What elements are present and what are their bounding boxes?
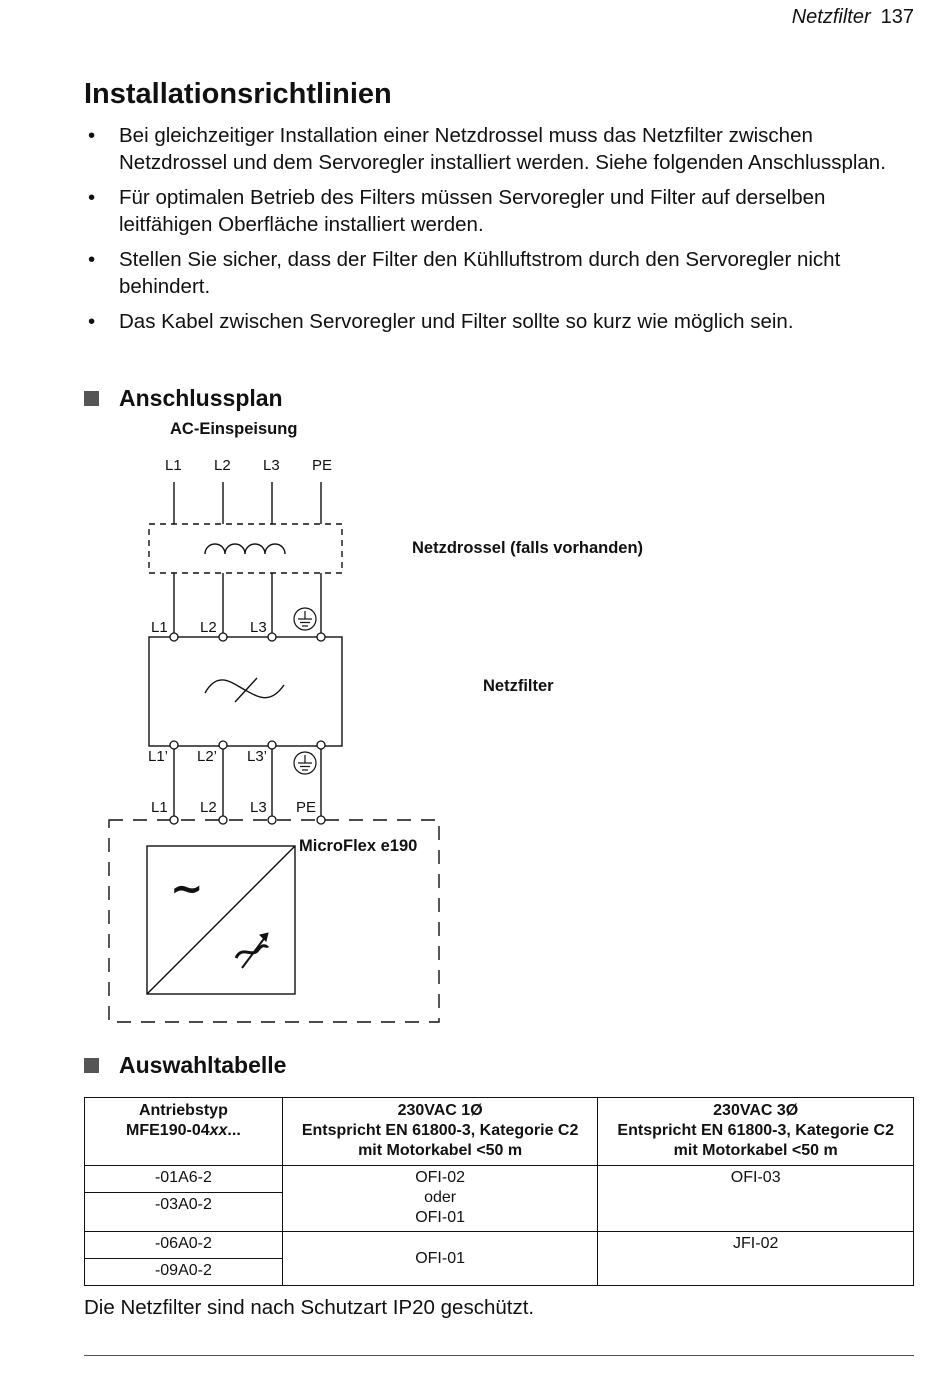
table-row [85, 1232, 914, 1259]
filter-out-l2: L2’ [197, 748, 218, 765]
table-header-row [85, 1098, 914, 1166]
section-heading-text: Auswahltabelle [119, 1052, 287, 1078]
page-title: Installationsrichtlinien [84, 78, 392, 110]
inductor-coil-icon [205, 544, 285, 554]
model-cell: -03A0-2 [85, 1193, 283, 1232]
supply-terminal-l1: L1 [165, 457, 182, 474]
drive-label: MicroFlex e190 [299, 837, 418, 855]
header-line-italic: xx [209, 1122, 228, 1139]
supply-wires [174, 482, 321, 524]
model-cell: -06A0-2 [85, 1232, 283, 1259]
header-line: 230VAC 3Ø [713, 1102, 799, 1119]
bullet-icon: • [88, 124, 96, 147]
filter-in-l2: L2 [200, 619, 217, 636]
filter-1phase-cell [282, 1166, 598, 1232]
ac-input-symbol: ~ [170, 866, 204, 912]
list-item-text: Das Kabel zwischen Servoregler und Filter sollte so kurz wie möglich sein. [119, 310, 794, 333]
supply-label: AC-Einspeisung [170, 420, 298, 438]
supply-terminal-l3: L3 [263, 457, 280, 474]
filter-1phase-cell: OFI-01 [282, 1232, 598, 1286]
header-section: Netzfilter [791, 6, 871, 28]
earth-ground-icon [294, 752, 316, 774]
filter-out-l3: L3’ [247, 748, 268, 765]
bullet-icon: • [88, 186, 96, 209]
filter-in-l3: L3 [250, 619, 267, 636]
earth-ground-icon [294, 608, 316, 630]
list-item [84, 308, 924, 335]
header-line: 230VAC 1Ø [397, 1102, 483, 1119]
list-item [84, 122, 924, 176]
filter-3phase-cell: OFI-03 [598, 1166, 914, 1232]
bullet-icon: • [88, 248, 96, 271]
section-heading-text: Anschlussplan [119, 385, 283, 411]
running-header [792, 6, 914, 29]
supply-terminal-pe: PE [312, 457, 333, 474]
header-line: Entspricht EN 61800-3, Kategorie C2 [617, 1122, 894, 1139]
list-item [84, 246, 924, 300]
model-cell: -01A6-2 [85, 1166, 283, 1193]
filter-out-l1: L1’ [148, 748, 169, 765]
model-cell: -09A0-2 [85, 1259, 283, 1286]
list-item [84, 184, 924, 238]
square-bullet-icon [84, 1058, 99, 1073]
drive-terminal-l1: L1 [151, 799, 168, 816]
filter-wave-icon [205, 680, 284, 698]
list-item-text: Bei gleichzeitiger Installation einer Netzdrossel muss das Netzfilter zwischen Netzdrossel und dem Servoregler installiert werden. Siehe folgenden Anschlussplan. [119, 124, 886, 174]
header-1phase [282, 1098, 598, 1166]
drive-terminal-l2: L2 [200, 799, 217, 816]
filter-slash-icon [235, 678, 257, 702]
cell-line: OFI-02 [415, 1169, 465, 1186]
cell-line: OFI-01 [415, 1209, 465, 1226]
header-drive-type [85, 1098, 283, 1166]
header-line: Antriebstyp [138, 1102, 228, 1119]
list-item-text: Für optimalen Betrieb des Filters müssen Servoregler und Filter auf derselben leitfähigen Oberfläche installiert werden. [119, 186, 826, 236]
filter-label: Netzfilter [483, 677, 554, 695]
section-heading-plan [84, 385, 283, 412]
section-heading-table [84, 1052, 286, 1079]
guideline-list [84, 122, 924, 343]
wiring-diagram [0, 410, 950, 1035]
header-3phase [598, 1098, 914, 1166]
page-number: 137 [880, 6, 914, 28]
header-line: mit Motorkabel <50 m [358, 1142, 523, 1159]
cell-line: oder [424, 1189, 457, 1206]
header-line: ... [227, 1122, 241, 1139]
bullet-icon: • [88, 310, 96, 333]
drive-terminal-pe: PE [296, 799, 317, 816]
header-line: mit Motorkabel <50 m [673, 1142, 838, 1159]
drive-terminal-l3: L3 [250, 799, 267, 816]
table-row [85, 1166, 914, 1193]
footer-divider [84, 1355, 914, 1356]
filter-in-l1: L1 [151, 619, 168, 636]
list-item-text: Stellen Sie sicher, dass der Filter den Kühlluftstrom durch den Servoregler nicht behindert. [119, 248, 841, 298]
supply-terminal-l2: L2 [214, 457, 231, 474]
choke-label: Netzdrossel (falls vorhanden) [412, 539, 644, 557]
filter-3phase-cell: JFI-02 [598, 1232, 914, 1286]
header-line: Entspricht EN 61800-3, Kategorie C2 [301, 1122, 579, 1139]
choke-filter-wires [174, 573, 321, 633]
selection-table [84, 1097, 914, 1286]
header-line: MFE190-04 [126, 1122, 210, 1139]
protection-note: Die Netzfilter sind nach Schutzart IP20 geschützt. [84, 1296, 535, 1319]
square-bullet-icon [84, 391, 99, 406]
choke-box [149, 524, 342, 573]
